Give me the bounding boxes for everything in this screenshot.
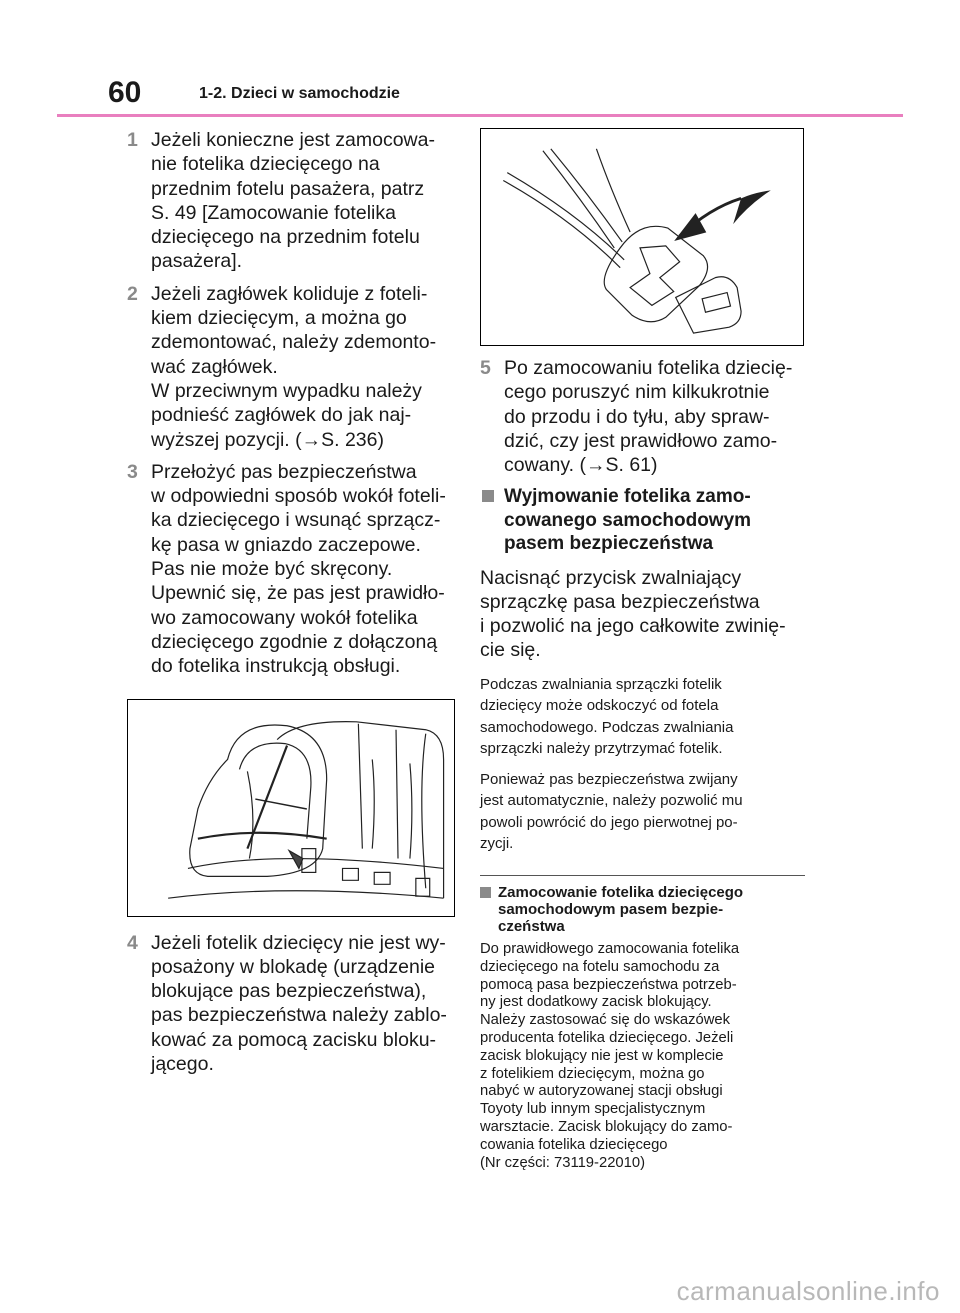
header-divider (57, 114, 903, 117)
step-text: Jeżeli konieczne jest zamocowa- nie fotelika dziecięcego na przednim fotelu pasażera, patrz S. 49 [Zamocowanie fotelika dziecięcego na przednim fotelu pasażera]. (151, 129, 435, 273)
square-bullet-icon (480, 887, 491, 898)
right-column (480, 128, 805, 1172)
step-text: Jeżeli zagłówek koliduje z foteli- kiem dziecięcym, a można go zdemontować, należy zdemonto- wać zagłówek. W przeciwnym wypadku należy podnieść zagłówek do jak naj- wyższej pozycji. (→S. 236) (151, 282, 437, 451)
step-1 (127, 128, 457, 274)
removal-paragraph: Nacisnąć przycisk zwalniający sprzączkę pasa bezpieczeństwa i pozwolić na jego całkowite zwinię- cie się. (480, 566, 786, 661)
locking-clip-heading: Zamocowanie fotelika dziecięcego samochodowym pasem bezpie- czeństwa (480, 884, 805, 935)
step-number: 2 (127, 282, 138, 305)
section-divider (480, 875, 805, 876)
step-text: Przełożyć pas bezpieczeństwa w odpowiedni sposób wokół foteli- ka dziecięcego i wsunąć sprzącz- kę pasa w gniazdo zaczepowe. Pas nie może być skręcony. Upewnić się, że pas jest prawidło- wo zamocowany wokół fotelika dziecięcego zgodnie z dołączoną do fotelika instrukcją obsługi. (151, 460, 446, 678)
removal-note-1: Podczas zwalniania sprzączki fotelik dziecięcy może odskoczyć od fotela samochodowego. Podczas zwalniania sprzączki należy przytrzymać fotelik. (480, 675, 734, 758)
removal-heading: Wyjmowanie fotelika zamo- cowanego samochodowym pasem bezpieczeństwa (480, 485, 805, 556)
locking-clip-paragraph: Do prawidłowego zamocowania fotelika dziecięcego na fotelu samochodu za pomocą pasa bezpieczeństwa potrzeb- ny jest dodatkowy zacisk blokujący. Należy zastosować się do wskazówek producenta fotelika dziecięcego. Jeżeli zacisk blokujący nie jest w komplecie z fotelikiem dziecięcym, można go nabyć w autoryzowanej stacji obsługi Toyoty lub innym specjalistycznym warsztacie. Zacisk blokujący do zamo- cowania fotelika dziecięcego (Nr części: 73119-22010) (480, 940, 740, 1171)
step-number: 3 (127, 460, 138, 483)
step-text: Jeżeli fotelik dziecięcy nie jest wy- posażony w blokadę (urządzenie blokujące pas bezpieczeństwa), pas bezpieczeństwa należy zablo- kować za pomocą zacisku bloku- jącego. (151, 931, 447, 1076)
step-4 (127, 931, 457, 1077)
square-bullet-icon (482, 490, 494, 502)
step-number: 4 (127, 931, 138, 954)
step-number: 1 (127, 129, 138, 151)
page-number: 60 (108, 76, 142, 109)
removal-note-2: Ponieważ pas bezpieczeństwa zwijany jest automatycznie, należy pozwolić mu powoli powrócić do jego pierwotnej po- zycji. (480, 770, 743, 853)
step-3 (127, 460, 457, 679)
step-5 (480, 356, 805, 477)
child-seat-illustration (127, 699, 455, 917)
step-2 (127, 282, 457, 452)
site-watermark: carmanualsonline.info (676, 1276, 940, 1306)
step-text: Po zamocowaniu fotelika dziecię- cego poruszyć nim kilkukrotnie do przodu i do tyłu, aby spraw- dzić, czy jest prawidłowo zamo- cowany. (→S. 61) (504, 357, 793, 477)
step-number: 5 (480, 357, 491, 379)
locking-clip-illustration (480, 128, 804, 346)
left-column (127, 128, 457, 1084)
section-title: 1-2. Dzieci w samochodzie (199, 85, 400, 102)
